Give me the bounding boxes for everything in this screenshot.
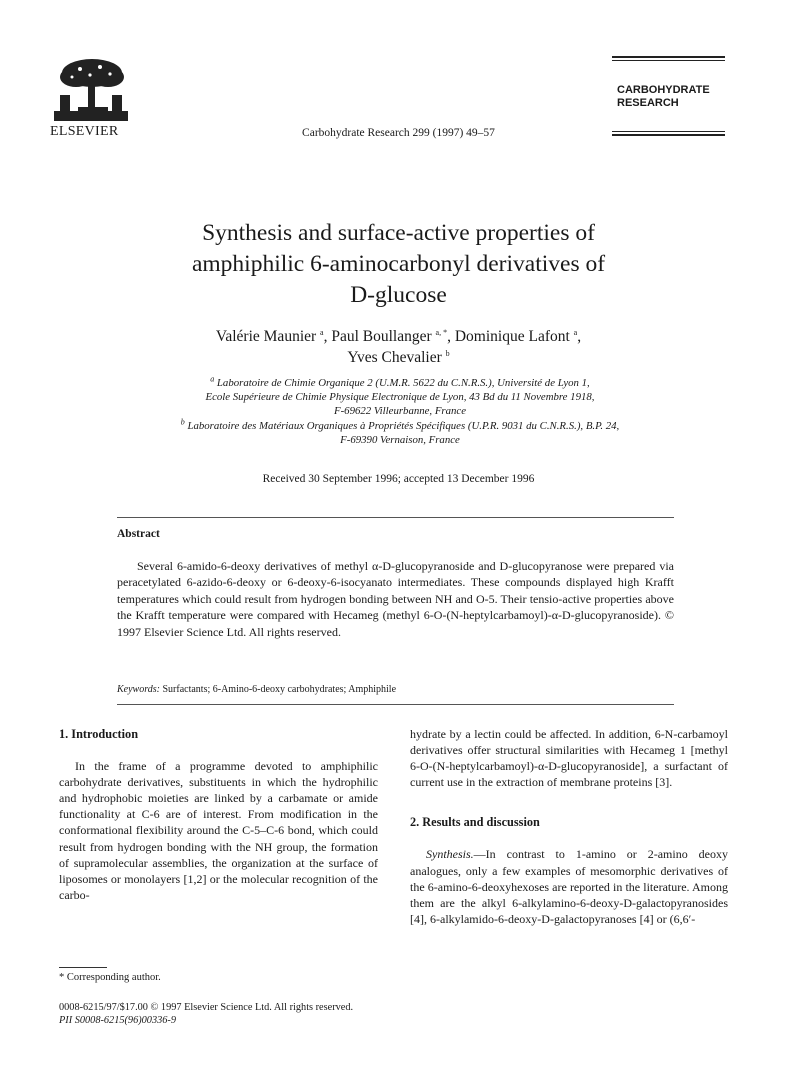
header-rule-top-thin bbox=[612, 60, 725, 61]
journal-name bbox=[617, 84, 710, 109]
copyright-block bbox=[59, 1001, 353, 1027]
copyright-line: 0008-6215/97/$17.00 © 1997 Elsevier Science Ltd. All rights reserved. bbox=[59, 1002, 354, 1013]
abstract-rule-top bbox=[117, 517, 674, 518]
body-column-left bbox=[59, 726, 378, 903]
affiliation-line: F-69390 Vernaison, France bbox=[340, 433, 460, 446]
author-affil-mark: a bbox=[573, 327, 578, 337]
pii-line: PII S0008-6215(96)00336-9 bbox=[59, 1015, 176, 1026]
author-name: Dominique Lafont bbox=[454, 328, 570, 345]
affiliation-mark: a bbox=[210, 374, 215, 384]
keywords bbox=[117, 684, 396, 695]
footnote-rule bbox=[59, 967, 107, 968]
header-rule-bottom bbox=[612, 131, 725, 132]
title-d-prefix: D bbox=[350, 282, 368, 308]
received-dates: Received 30 September 1996; accepted 13 December 1996 bbox=[262, 473, 535, 485]
keywords-list: Surfactants; 6-Amino-6-deoxy carbohydrates; Amphiphile bbox=[162, 684, 397, 695]
body-paragraph: In the frame of a programme devoted to amphiphilic carbohydrate derivatives, substituents in which the hydrophilic and hydrophobic moieties are linked by a carbamate or amide functionality at C-6 are of interest. From modification in the conformational flexibility around the C-5–C-6 bond, which could result from hydrogen bonding with the NH group, the formation of supramolecular assemblies, the organization at the surface of liposomes or monolayers [1,2] or the molecular recognition of the carbo- bbox=[59, 759, 378, 902]
author-affil-mark: b bbox=[445, 348, 450, 358]
publisher-name: ELSEVIER bbox=[50, 124, 119, 139]
journal-name-line2: RESEARCH bbox=[617, 96, 679, 109]
elsevier-tree-logo bbox=[50, 55, 132, 125]
article-title bbox=[0, 218, 797, 311]
author-name: Paul Boullanger bbox=[331, 328, 432, 345]
affiliation-line: Ecole Supérieure de Chimie Physique Electronique de Lyon, 43 Bd du 11 Novembre 1918, bbox=[205, 391, 595, 404]
affiliations bbox=[100, 376, 700, 447]
affiliation-mark: b bbox=[180, 417, 185, 427]
affiliation-line: Laboratoire des Matériaux Organiques à Propriétés Spécifiques (U.P.R. 9031 du C.N.R.S.), B.P. 24, bbox=[187, 419, 620, 432]
journal-name-line1: CARBOHYDRATE bbox=[617, 84, 710, 96]
abstract-rule-bottom bbox=[117, 704, 674, 705]
affiliation-line: F-69622 Villeurbanne, France bbox=[333, 405, 467, 418]
author-list: Valérie Maunier $^a$, Paul Boullanger $^{a, *}$, Dominique Lafont $^a$, Yves Chevalier $^b$ bbox=[215, 327, 582, 366]
journal-reference: Carbohydrate Research 299 (1997) 49–57 bbox=[302, 127, 495, 139]
keywords-label: Keywords: bbox=[117, 684, 160, 695]
section-heading: 1. Introduction bbox=[59, 727, 139, 741]
title-line-3 bbox=[0, 280, 797, 311]
abstract-heading: Abstract bbox=[117, 528, 160, 540]
paragraph-lead: Synthesis. bbox=[426, 847, 474, 862]
body-paragraph bbox=[410, 846, 728, 926]
author-affil-mark: a bbox=[320, 327, 324, 337]
abstract-text: Several 6-amido-6-deoxy derivatives of methyl α-D-glucopyranoside and D-glucopyranose were prepared via peracetylated 6-azido-6-deoxy or 6-deoxy-6-isocyanato intermediates. These compounds displayed high Krafft temperatures which could result from hydrogen bonding between NH and O-5. Their tensio-active properties above the Krafft temperature were compared with Hecameg (methyl 6-O-(N-heptylcarbamoyl)-α-D-glucopyranoside). © 1997 Elsevier Science Ltd. All rights reserved. bbox=[117, 559, 674, 639]
author-affil-mark: a, * bbox=[435, 327, 448, 337]
footnote: * Corresponding author. bbox=[59, 972, 161, 983]
header-rule-bottom-thick bbox=[612, 134, 725, 136]
paragraph-text: —In contrast to 1-amino or 2-amino deoxy analogues, only a few examples of mesomorphic derivatives of the 6-amino-6-deoxyhexoses are reported in the literature. Among them are the alkyl 6-alkylamino-6-deoxy-D-galactopyranosides [4], 6-alkylamido-6-deoxy-D-galactopyranoses [4] or (6,6′- bbox=[410, 847, 728, 926]
body-column-right bbox=[410, 726, 728, 927]
author-name: Valérie Maunier bbox=[215, 328, 317, 345]
author-name: Yves Chevalier bbox=[347, 349, 442, 366]
title-line-3-rest: -glucose bbox=[367, 282, 447, 308]
title-line-1: Synthesis and surface-active properties of bbox=[202, 220, 595, 246]
body-paragraph: hydrate by a lectin could be affected. In addition, 6-N-carbamoyl derivatives offer structural similarities with Hecameg 1 [methyl 6-O-(N-heptylcarbamoyl)-α-D-glucopyranoside], a surfactant of current use in the extraction of membrane proteins [3]. bbox=[410, 727, 728, 790]
affiliation-line: Laboratoire de Chimie Organique 2 (U.M.R. 5622 du C.N.R.S.), Université de Lyon 1, bbox=[216, 377, 590, 389]
section-heading: 2. Results and discussion bbox=[410, 815, 540, 830]
header-rule-top bbox=[612, 56, 725, 58]
title-line-2: amphiphilic 6-aminocarbonyl derivatives of bbox=[191, 251, 606, 277]
